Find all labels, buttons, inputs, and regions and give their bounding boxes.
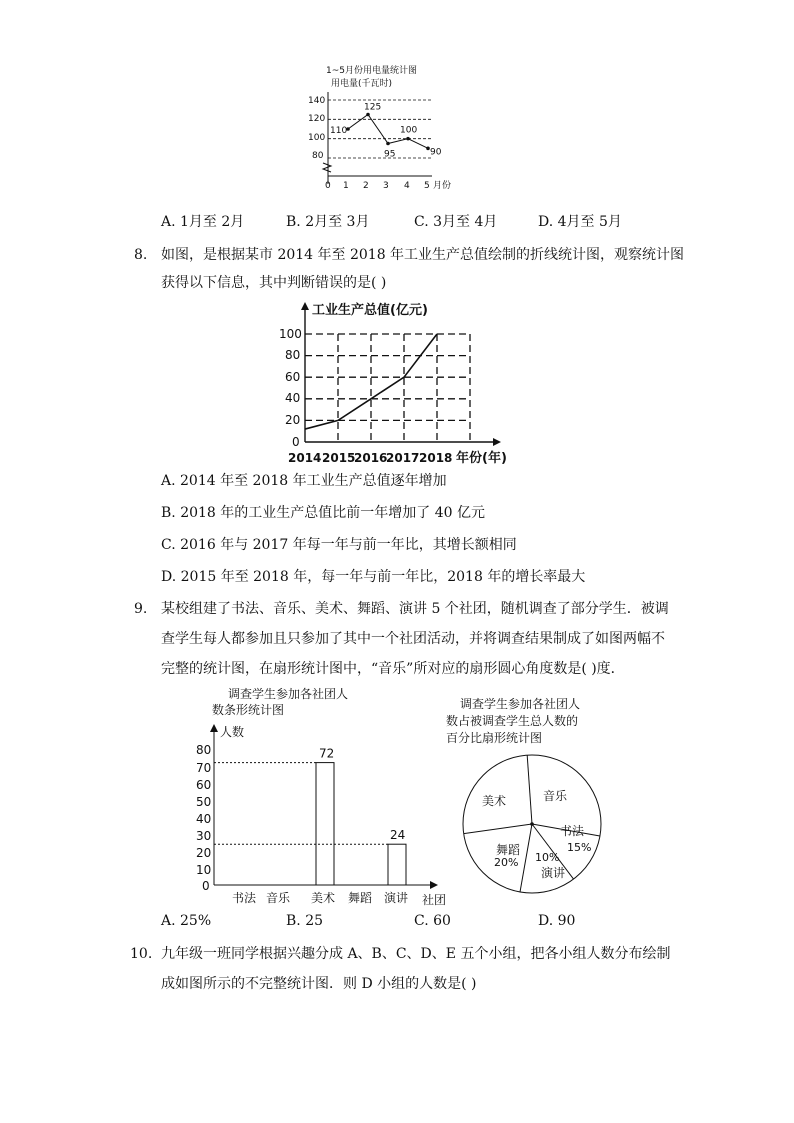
q7-chart-title: 1~5月份用电量统计图	[326, 66, 417, 76]
q7-x-axis-label: 月份	[433, 181, 452, 191]
q7-data-point	[386, 142, 390, 146]
q9-pie-title-line2: 数占被调查学生总人数的	[446, 714, 579, 728]
q7-axis-break	[323, 163, 331, 172]
q9-pie-label-yinyue: 音乐	[543, 789, 568, 803]
q9-pie-pct-yanjiang: 10%	[535, 851, 560, 864]
q7-y-tick: 120	[308, 114, 326, 124]
q7-data-label: 95	[384, 149, 396, 160]
q8-line-chart	[279, 296, 522, 466]
q8-y-tick: 60	[285, 370, 301, 384]
q7-data-point	[366, 113, 370, 117]
q7-data-point	[406, 137, 410, 141]
q8-chart-title: 工业生产总值(亿元)	[312, 303, 428, 318]
q7-y-tick: 100	[308, 133, 326, 143]
q10-stem-line1: 九年级一班同学根据兴趣分成 A、B、C、D、E 五个小组，把各小组人数分布绘制	[161, 946, 671, 962]
q9-pie-title-line1: 调查学生参加各社团人	[460, 697, 581, 711]
q8-option-a: A. 2014 年至 2018 年工业生产总值逐年增加	[161, 473, 447, 489]
q9-option-b: B. 25	[286, 913, 324, 929]
q8-stem-line1: 如图，是根据某市 2014 年至 2018 年工业生产总值绘制的折线统计图，观察统计图	[161, 247, 685, 263]
q9-pie-label-meishu: 美术	[482, 794, 507, 808]
q7-data-label: 125	[364, 102, 382, 113]
q7-option-a: A. 1月至 2月	[161, 214, 245, 230]
q7-y-tick: 140	[308, 96, 326, 106]
q8-y-axis-arrow	[301, 302, 309, 310]
q9-bar-x-tick: 美术	[311, 891, 336, 905]
q7-x-tick: 3	[383, 181, 389, 191]
q8-y-tick: 100	[279, 327, 302, 341]
q8-stem-line2: 获得以下信息，其中判断错误的是( )	[161, 275, 387, 291]
q9-bar-x-tick: 舞蹈	[348, 891, 373, 905]
q9-bar-title-line1: 调查学生参加各社团人	[228, 687, 349, 701]
q9-pie-label-wudao: 舞蹈	[496, 843, 521, 857]
q7-x-tick-labels	[325, 179, 451, 191]
q9-bar-y-tick: 30	[196, 829, 212, 843]
q9-bar-x-arrow	[430, 881, 438, 889]
q9-bar-x-tick: 书法	[232, 891, 257, 905]
q9-bar-x-tick: 音乐	[266, 891, 291, 905]
q7-y-tick-labels	[308, 96, 325, 161]
q9-option-d: D. 90	[538, 913, 576, 929]
q9-bar	[388, 844, 406, 885]
q8-x-tick-labels	[288, 450, 507, 466]
q9-bar-chart	[190, 684, 460, 909]
q9-bar-y-tick: 40	[196, 812, 212, 826]
q9-pie-pct-wudao: 20%	[494, 856, 519, 869]
q8-x-axis-label: 年份(年)	[456, 451, 507, 466]
q8-option-c: C. 2016 年与 2017 年每一年与前一年比，其增长额相同	[161, 537, 517, 553]
q8-x-tick: 2015	[322, 451, 356, 465]
q9-stem-line2: 查学生每人都参加且只参加了其中一个社团活动，并将调查结果制成了如图两幅不	[161, 631, 665, 647]
q8-x-axis-arrow	[493, 438, 501, 446]
q9-bar-y-tick: 70	[196, 761, 212, 775]
q9-bar-x-tick: 演讲	[384, 891, 409, 905]
q9-pie-label-shufa: 书法	[560, 824, 585, 838]
q8-option-b: B. 2018 年的工业生产总值比前一年增加了 40 亿元	[161, 505, 485, 521]
q7-x-tick: 4	[404, 181, 410, 191]
q8-y-tick-labels	[279, 327, 302, 449]
q8-x-tick: 2016	[354, 451, 388, 465]
q7-data-label: 100	[400, 125, 418, 136]
q8-x-tick: 2018	[419, 451, 453, 465]
q7-data-label: 110	[330, 126, 348, 136]
q9-pie-chart	[440, 694, 620, 909]
q8-number: 8.	[134, 247, 148, 263]
q9-bar-series	[214, 747, 406, 885]
q8-option-d: D. 2015 年至 2018 年，每一年与前一年比，2018 年的增长率最大	[161, 569, 586, 585]
q9-pie-center	[530, 822, 534, 826]
q9-bar-data-label: 24	[390, 828, 406, 843]
q9-bar-ylabel: 人数	[220, 725, 245, 739]
q9-option-a: A. 25%	[161, 913, 212, 929]
q9-bar-title-line2: 数条形统计图	[212, 703, 285, 717]
q8-y-tick: 40	[285, 391, 301, 405]
q9-bar-y-tick: 60	[196, 778, 212, 792]
q7-x-tick: 2	[363, 181, 369, 191]
q9-pie-title-line3: 百分比扇形统计图	[446, 731, 543, 745]
q10-number: 10.	[130, 946, 153, 962]
q7-option-d: D. 4月至 5月	[538, 214, 622, 230]
q9-bar-y-tick: 10	[196, 863, 212, 877]
q9-stem-line3: 完整的统计图，在扇形统计图中，“音乐”所对应的扇形圆心角度数是( )度．	[161, 661, 625, 677]
q8-y-tick: 80	[285, 348, 301, 362]
q9-option-c: C. 60	[414, 913, 451, 929]
q8-y-tick: 20	[285, 413, 301, 427]
q7-y-tick: 80	[312, 151, 324, 161]
q7-x-tick: 5	[424, 181, 430, 191]
q9-bar-y-tick: 80	[196, 743, 212, 757]
q9-bar	[316, 763, 334, 885]
q9-bar-y-tick-labels	[196, 743, 211, 893]
q9-bar-y-tick: 0	[202, 879, 210, 893]
q7-data-label: 90	[430, 147, 442, 158]
q7-chart-ylabel: 用电量(千瓦时)	[331, 79, 393, 89]
q9-bar-y-tick: 50	[196, 795, 212, 809]
q7-line-chart	[300, 60, 470, 192]
q10-stem-line2: 成如图所示的不完整统计图．则 D 小组的人数是( )	[161, 976, 477, 992]
q9-bar-data-label: 72	[319, 746, 335, 761]
q9-bar-x-tick-labels	[232, 890, 446, 907]
q7-option-b: B. 2月至 3月	[286, 214, 370, 230]
q9-number: 9.	[134, 601, 148, 617]
q8-x-tick: 2017	[386, 451, 420, 465]
q8-y-tick: 0	[292, 435, 300, 449]
q7-x-tick: 0	[325, 181, 331, 191]
q9-bar-x-axis-label: 社团	[422, 893, 447, 907]
q9-bar-y-tick: 20	[196, 846, 212, 860]
q9-pie-label-yanjiang: 演讲	[541, 866, 566, 880]
q9-pie-pct-shufa: 15%	[567, 841, 592, 854]
q9-bar-y-arrow	[210, 724, 218, 732]
q7-option-c: C. 3月至 4月	[414, 214, 498, 230]
q9-stem-line1: 某校组建了书法、音乐、美术、舞蹈、演讲 5 个社团，随机调查了部分学生．被调	[161, 601, 669, 617]
q7-x-tick: 1	[343, 181, 349, 191]
q8-x-tick: 2014	[288, 451, 322, 465]
q7-series	[330, 103, 442, 160]
